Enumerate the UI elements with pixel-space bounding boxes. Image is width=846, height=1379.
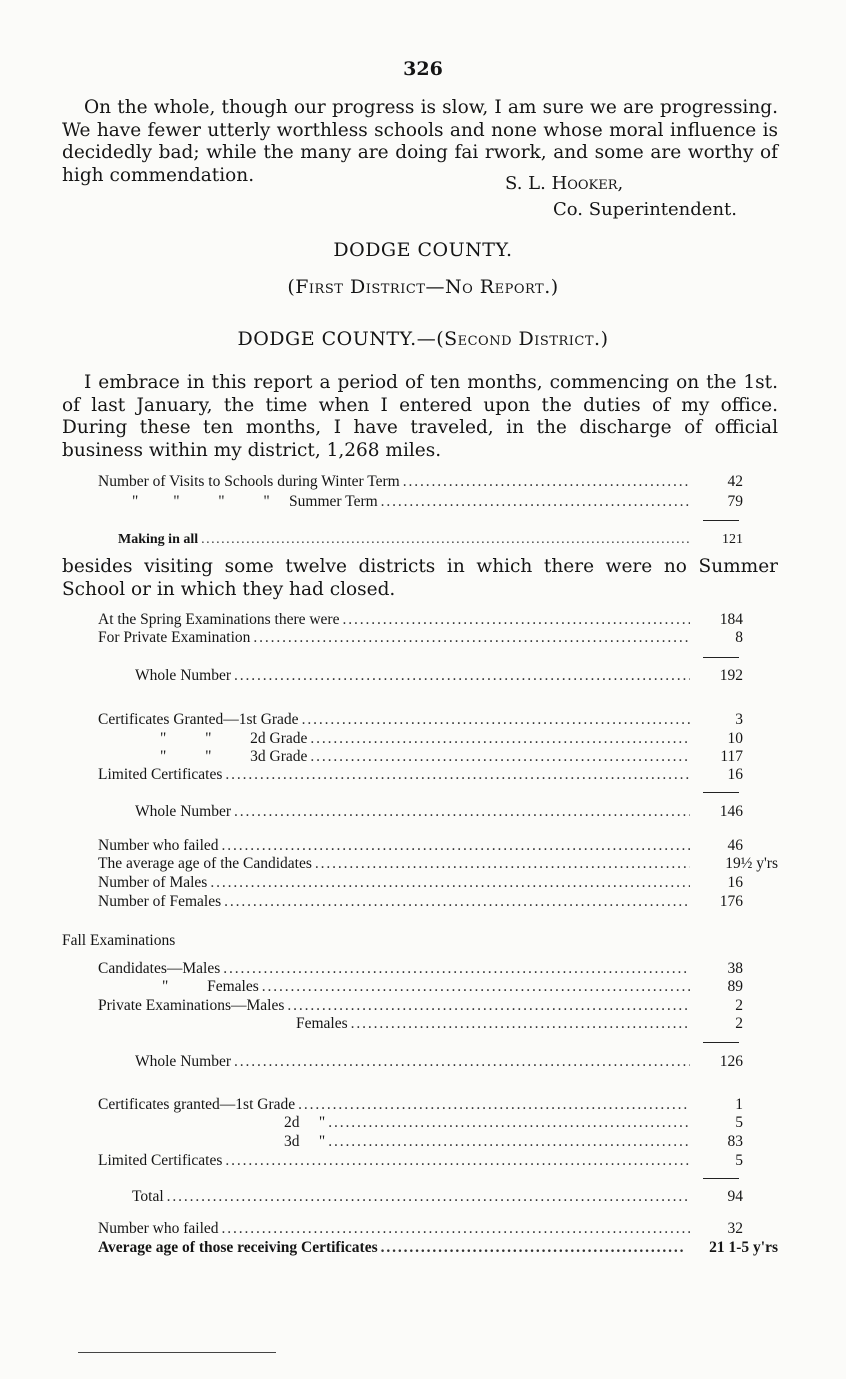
row-label: " " " " Summer Term: [132, 493, 378, 510]
row-value: 121: [722, 532, 743, 547]
table-row: [132, 492, 743, 512]
intro-text: On the whole, though our progress is slow, I am sure we are progressing. We have fewer utterly worthless schools and none whose moral influence is decidedly bad; while the many are doing fai rwork, and some are worthy of high commendation.: [62, 97, 778, 186]
row-value: 2: [735, 997, 743, 1014]
footer-rule: [78, 1352, 276, 1353]
table-row: [98, 1219, 743, 1239]
row-value: 16: [727, 874, 743, 891]
table-row: [135, 666, 743, 686]
row-value: 176: [719, 893, 743, 910]
row-value: 79: [727, 493, 743, 510]
row-label: Whole Number: [135, 803, 231, 820]
row-label: Average age of those receiving Certificates: [98, 1239, 378, 1256]
county-heading-1: DODGE COUNTY.: [333, 239, 513, 261]
table-row: [132, 1187, 743, 1207]
row-value: 126: [719, 1053, 743, 1070]
signature-name: S. L. Hooker,: [505, 173, 624, 194]
table-row: [98, 710, 743, 730]
row-label: The average age of the Candidates: [98, 855, 312, 872]
row-value: 184: [719, 611, 743, 628]
row-value: 38: [727, 960, 743, 977]
sum-rule: [703, 792, 739, 793]
row-label: Certificates Granted—1st Grade: [98, 711, 299, 728]
county-heading-2: DODGE COUNTY.—(Second District.): [237, 328, 609, 350]
row-value: 3: [735, 711, 743, 728]
row-label: Number who failed: [98, 837, 219, 854]
table-row: [98, 1151, 743, 1171]
row-label: Number of Visits to Schools during Winter Term: [98, 473, 400, 490]
sum-rule: [703, 520, 739, 521]
table-row: [98, 610, 743, 630]
row-value: 117: [720, 748, 743, 765]
row-label: Total: [132, 1188, 164, 1205]
fall-examinations-label: Fall Examinations: [62, 932, 176, 949]
row-label: " Females: [162, 978, 259, 995]
table-row: [98, 836, 743, 856]
row-value: 5: [735, 1152, 743, 1169]
row-label: Certificates granted—1st Grade: [98, 1096, 296, 1113]
visits-note: besides visiting some twelve districts in which there were no Summer School or in which they had closed.: [62, 556, 778, 600]
signature-title: Co. Superintendent.: [553, 199, 737, 220]
table-row: [160, 729, 743, 749]
table-row: [98, 1095, 743, 1115]
table-row: [135, 1052, 743, 1072]
row-value: 21 1-5 y'rs: [709, 1239, 778, 1256]
table-row: [118, 530, 743, 550]
row-label: Candidates—Males: [98, 960, 221, 977]
row-label: Number of Females: [98, 893, 222, 910]
row-value: 5: [735, 1114, 743, 1131]
row-label: Females: [296, 1015, 348, 1032]
row-label: Whole Number: [135, 1053, 231, 1070]
table-row: [135, 802, 743, 822]
row-value: 146: [719, 803, 743, 820]
report-text: I embrace in this report a period of ten months, commencing on the 1st. of last January, the time when I entered upon the duties of my office. During these ten months, I have traveled, in the discharge of official business within my district, 1,268 miles.: [62, 372, 778, 461]
row-value: 89: [727, 978, 743, 995]
row-label: Making in all: [118, 532, 199, 547]
table-row: [98, 892, 743, 912]
sum-rule: [703, 657, 739, 658]
row-value: 8: [735, 629, 743, 646]
row-value: 46: [727, 837, 743, 854]
table-row: [98, 628, 743, 648]
row-label: For Private Examination: [98, 629, 251, 646]
table-row: [160, 747, 743, 767]
row-label: 2d ": [284, 1114, 326, 1131]
table-row: [284, 1113, 743, 1133]
row-label: Number of Males: [98, 874, 208, 891]
row-value: 10: [727, 730, 743, 747]
row-value: 2: [735, 1015, 743, 1032]
table-row: [98, 959, 743, 979]
first-district-heading: (First District—No Report.): [287, 276, 559, 298]
table-row: [162, 977, 743, 997]
row-value: 16: [727, 766, 743, 783]
row-value: 94: [727, 1188, 743, 1205]
table-row: [98, 1238, 778, 1258]
row-value: 192: [719, 667, 743, 684]
table-row: [98, 472, 743, 492]
row-label: Limited Certificates: [98, 766, 223, 783]
row-value: 32: [727, 1220, 743, 1237]
page-number: 326: [403, 58, 443, 80]
table-row: [284, 1132, 743, 1152]
row-label: Number who failed: [98, 1220, 219, 1237]
row-value: 1: [735, 1096, 743, 1113]
row-value: 83: [727, 1133, 743, 1150]
row-label: 3d ": [284, 1133, 326, 1150]
table-row: [98, 854, 778, 874]
sum-rule: [703, 1042, 739, 1043]
intro-paragraph: [62, 97, 778, 187]
row-label: " " 2d Grade: [160, 730, 308, 747]
row-label: Limited Certificates: [98, 1152, 223, 1169]
report-paragraph: [62, 372, 778, 462]
row-label: At the Spring Examinations there were: [98, 611, 340, 628]
row-label: Private Examinations—Males: [98, 997, 285, 1014]
table-row: [296, 1014, 743, 1034]
sum-rule: [703, 1178, 739, 1179]
row-value: 42: [727, 473, 743, 490]
table-row: [98, 873, 743, 893]
table-row: [98, 765, 743, 785]
row-value: 19½ y'rs: [725, 855, 778, 872]
table-row: [98, 996, 743, 1016]
row-label: " " 3d Grade: [160, 748, 308, 765]
row-label: Whole Number: [135, 667, 231, 684]
